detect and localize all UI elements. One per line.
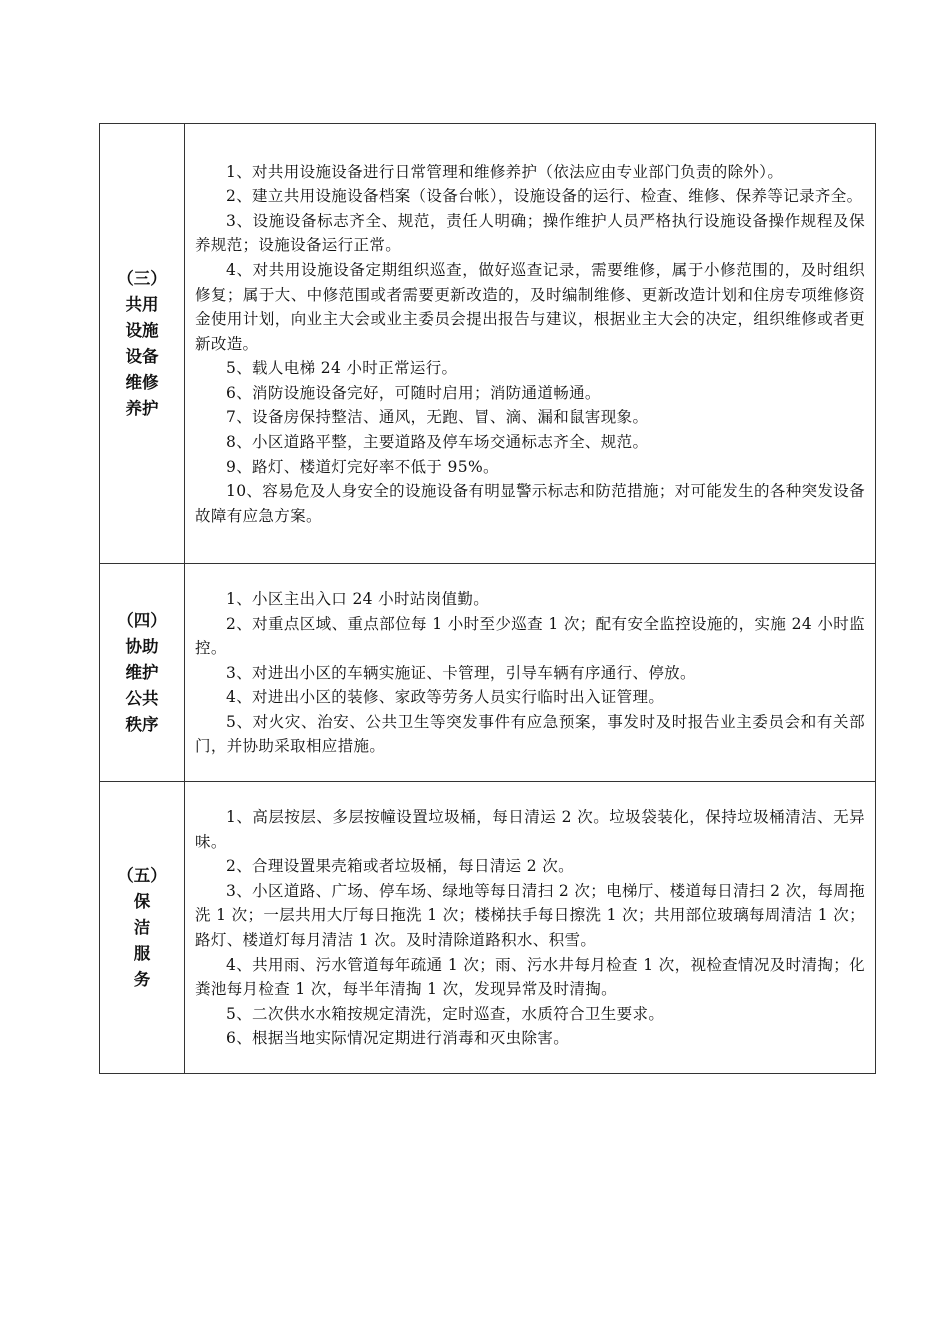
section-label-line: 维护 xyxy=(125,662,159,682)
list-item: 5、对火灾、治安、公共卫生等突发事件有应急预案，事发时及时报告业主委员会和有关部门，并协助采取相应措施。 xyxy=(195,712,865,756)
list-item: 3、设施设备标志齐全、规范，责任人明确；操作维护人员严格执行设施设备操作规程及保养规范；设施设备运行正常。 xyxy=(195,211,865,255)
list-item: 2、建立共用设施设备档案（设备台帐），设施设备的运行、检查、维修、保养等记录齐全。 xyxy=(226,187,863,206)
list-item: 9、路灯、楼道灯完好率不低于 95%。 xyxy=(226,457,499,476)
section-label xyxy=(100,782,185,1074)
section-content xyxy=(185,564,876,782)
list-item: 1、小区主出入口 24 小时站岗值勤。 xyxy=(226,589,490,608)
list-item: 3、对进出小区的车辆实施证、卡管理，引导车辆有序通行、停放。 xyxy=(226,663,696,682)
list-item: 7、设备房保持整洁、通风，无跑、冒、滴、漏和鼠害现象。 xyxy=(226,408,649,427)
list-item: 1、高层按层、多层按幢设置垃圾桶，每日清运 2 次。垃圾袋装化，保持垃圾桶清洁、无异味。 xyxy=(195,808,865,851)
section-label xyxy=(100,124,185,564)
section-label xyxy=(100,564,185,782)
list-item: 3、小区道路、广场、停车场、绿地等每日清扫 2 次；电梯厅、楼道每日清扫 2 次，每周拖洗 1 次；一层共用大厅每日拖洗 1 次；楼梯扶手每日擦洗 1 次；共用部位玻璃每周清洁 1 次；路灯、楼道灯每月清洁 1 次。及时清除道路积水、积雪。 xyxy=(195,881,865,949)
section-label-line: 养护 xyxy=(125,398,159,418)
section-label-line: （五） xyxy=(117,865,167,885)
section-label-line: 务 xyxy=(133,969,151,989)
list-item: 4、对共用设施设备定期组织巡查，做好巡查记录，需要维修，属于小修范围的，及时组织修复；属于大、中修范围或者需要更新改造的，及时编制维修、更新改造计划和住房专项维修资金使用计划，向业主大会或业主委员会提出报告与建议，根据业主大会的决定，组织维修或者更新改造。 xyxy=(195,260,865,353)
list-item: 5、载人电梯 24 小时正常运行。 xyxy=(226,359,458,378)
section-label-line: 设备 xyxy=(125,346,159,366)
section-label-line: 公共 xyxy=(125,688,159,708)
list-item: 4、共用雨、污水管道每年疏通 1 次；雨、污水井每月检查 1 次，视检查情况及时清掏；化粪池每月检查 1 次，每半年清掏 1 次，发现异常及时清掏。 xyxy=(195,955,865,999)
list-item: 2、合理设置果壳箱或者垃圾桶，每日清运 2 次。 xyxy=(226,857,574,876)
section-label-line: 洁 xyxy=(133,917,151,937)
table-row xyxy=(100,564,876,782)
section-label-line: （三） xyxy=(117,268,167,288)
section-label-line: 服 xyxy=(133,943,151,963)
list-item: 1、对共用设施设备进行日常管理和维修养护（依法应由专业部门负责的除外）。 xyxy=(226,162,784,181)
section-label-line: （四） xyxy=(117,610,167,630)
list-item: 5、二次供水水箱按规定清洗，定时巡查，水质符合卫生要求。 xyxy=(226,1004,665,1023)
section-content xyxy=(185,782,876,1074)
section-label-line: 秩序 xyxy=(125,714,159,734)
table-row xyxy=(100,782,876,1074)
section-label-line: 维修 xyxy=(125,372,159,392)
list-item: 6、根据当地实际情况定期进行消毒和灭虫除害。 xyxy=(226,1029,570,1048)
table-row xyxy=(100,124,876,564)
list-item: 4、对进出小区的装修、家政等劳务人员实行临时出入证管理。 xyxy=(226,688,665,707)
section-label-line: 设施 xyxy=(125,320,159,340)
section-label-line: 共用 xyxy=(125,294,159,314)
section-content xyxy=(185,124,876,564)
section-label-line: 协助 xyxy=(125,636,159,656)
service-standards-table xyxy=(99,123,876,1074)
list-item: 6、消防设施设备完好，可随时启用；消防通道畅通。 xyxy=(226,383,601,402)
list-item: 10、容易危及人身安全的设施设备有明显警示标志和防范措施；对可能发生的各种突发设备故障有应急方案。 xyxy=(195,482,865,525)
list-item: 2、对重点区域、重点部位每 1 小时至少巡查 1 次；配有安全监控设施的，实施 24 小时监控。 xyxy=(195,614,865,658)
list-item: 8、小区道路平整，主要道路及停车场交通标志齐全、规范。 xyxy=(226,433,649,452)
section-label-line: 保 xyxy=(133,891,151,911)
